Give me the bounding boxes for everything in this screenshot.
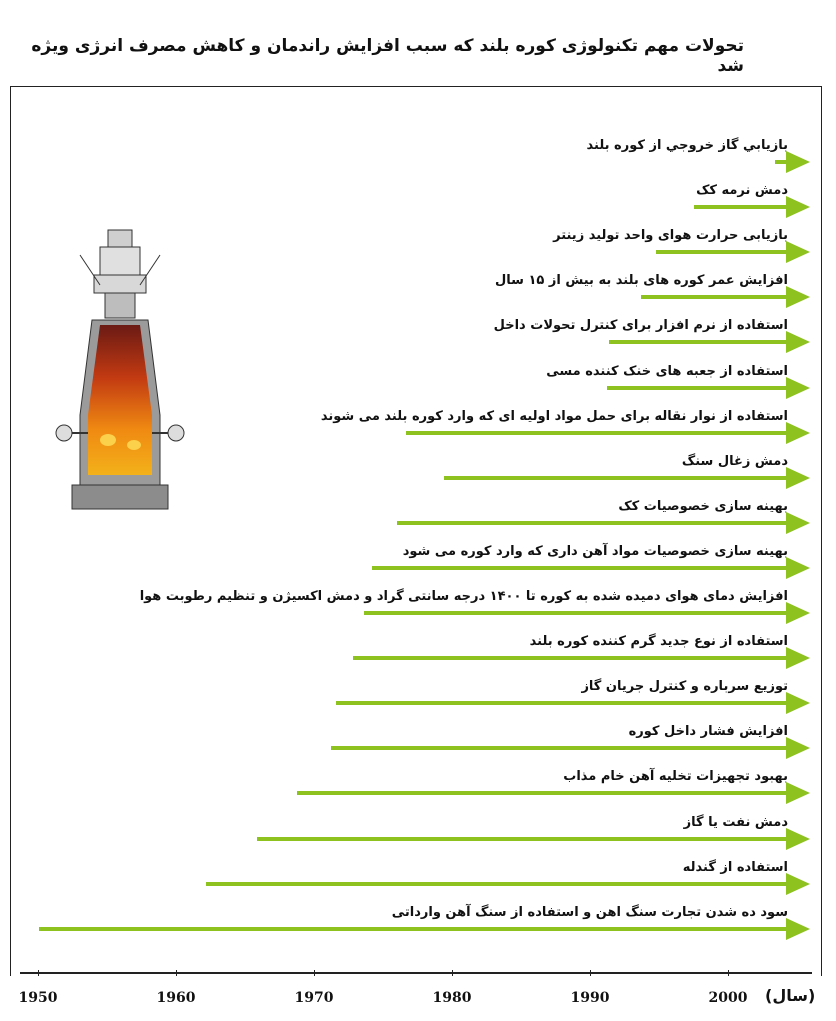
development-row xyxy=(0,499,836,539)
arrow-head-icon xyxy=(786,286,810,308)
development-row xyxy=(0,905,836,945)
development-arrow-line xyxy=(364,611,786,615)
development-label: افزایش فشار داخل کوره xyxy=(628,724,788,740)
arrow-head-icon xyxy=(786,241,810,263)
axis-year-label: 1970 xyxy=(294,990,334,1006)
axis-tick xyxy=(728,970,729,976)
development-label: استفاده از گندله xyxy=(682,859,788,875)
development-row xyxy=(0,724,836,764)
development-arrow-line xyxy=(39,927,786,931)
development-arrow-line xyxy=(206,882,786,886)
axis-unit-label: (سال) xyxy=(765,986,816,1005)
arrow-head-icon xyxy=(786,151,810,173)
arrow-head-icon xyxy=(786,602,810,624)
axis-year-label: 1960 xyxy=(156,990,196,1006)
development-row xyxy=(0,228,836,268)
development-arrow-line xyxy=(336,701,786,705)
development-arrow-line xyxy=(694,205,787,209)
development-label: بهینه سازی خصوصیات کک xyxy=(618,498,788,514)
arrow-head-icon xyxy=(786,737,810,759)
development-label: استفاده از نرم افزار برای کنترل تحولات داخل xyxy=(493,318,788,334)
arrow-head-icon xyxy=(786,377,810,399)
axis-year-label: 1990 xyxy=(570,990,610,1006)
development-label: استفاده از نوع جدید گرم کننده کوره بلند xyxy=(529,634,788,650)
development-row xyxy=(0,318,836,358)
development-label: دمش نفت یا گاز xyxy=(683,814,788,830)
development-arrow-line xyxy=(297,791,786,795)
arrow-head-icon xyxy=(786,918,810,940)
development-arrow-line xyxy=(353,656,786,660)
development-row xyxy=(0,364,836,404)
axis-tick xyxy=(38,970,39,976)
development-label: استفاده از نوار نقاله برای حمل مواد اولیه ای که وارد کوره بلند می شوند xyxy=(320,408,788,424)
development-row xyxy=(0,454,836,494)
development-arrow-line xyxy=(257,837,786,841)
development-row xyxy=(0,409,836,449)
development-label: استفاده از جعبه های خنک کننده مسی xyxy=(546,363,788,379)
axis-year-label: 1980 xyxy=(432,990,472,1006)
arrow-head-icon xyxy=(786,467,810,489)
arrow-head-icon xyxy=(786,196,810,218)
development-label: افزایش عمر کوره های بلند به بیش از ۱۵ سال xyxy=(495,273,788,289)
arrow-head-icon xyxy=(786,331,810,353)
development-row xyxy=(0,589,836,629)
development-label: دمش نرمه کک xyxy=(696,183,788,199)
development-label: افزایش دمای هوای دمیده شده به کوره تا ۱۴۰۰ درجه سانتی گراد و دمش اکسیژن و تنظیم رطوبت هوا xyxy=(139,589,788,604)
development-arrow-line xyxy=(656,250,786,254)
arrow-head-icon xyxy=(786,782,810,804)
development-row xyxy=(0,815,836,855)
development-row xyxy=(0,860,836,900)
arrow-head-icon xyxy=(786,422,810,444)
development-arrow-line xyxy=(406,431,786,435)
development-label: سود ده شدن تجارت سنگ اهن و استفاده از سنگ آهن وارداتی xyxy=(391,904,788,920)
arrow-head-icon xyxy=(786,873,810,895)
development-label: توزیع سرباره و کنترل جریان گاز xyxy=(581,679,788,695)
development-arrow-line xyxy=(607,386,786,390)
axis-tick xyxy=(176,970,177,976)
development-arrow-line xyxy=(775,160,786,164)
development-label: بهبود تجهیزات تخلیه آهن خام مذاب xyxy=(563,769,788,785)
development-label: بازیابی حرارت هوای واحد تولید زینتر xyxy=(553,228,788,244)
development-arrow-line xyxy=(397,521,786,525)
development-row xyxy=(0,679,836,719)
axis-year-label: 2000 xyxy=(708,990,748,1006)
development-row xyxy=(0,138,836,178)
axis-tick xyxy=(452,970,453,976)
development-label: بهینه سازی خصوصیات مواد آهن داری که وارد کوره می شود xyxy=(402,543,788,559)
development-arrow-line xyxy=(609,340,786,344)
development-arrow-line xyxy=(372,566,786,570)
development-row xyxy=(0,273,836,313)
development-row xyxy=(0,769,836,809)
diagram-title: تحولات مهم تکنولوژی کوره بلند که سبب افزایش راندمان و کاهش مصرف انرژی ویژه شد xyxy=(31,36,744,76)
development-arrow-line xyxy=(331,746,786,750)
time-axis xyxy=(20,972,812,974)
arrow-head-icon xyxy=(786,647,810,669)
arrow-head-icon xyxy=(786,828,810,850)
arrow-head-icon xyxy=(786,692,810,714)
development-row xyxy=(0,634,836,674)
development-row xyxy=(0,183,836,223)
development-arrow-line xyxy=(641,295,786,299)
development-label: دمش زغال سنگ xyxy=(681,453,788,469)
axis-tick xyxy=(314,970,315,976)
arrow-head-icon xyxy=(786,557,810,579)
development-row xyxy=(0,544,836,584)
axis-year-label: 1950 xyxy=(18,990,58,1006)
arrow-head-icon xyxy=(786,512,810,534)
development-label: بازيابي گاز خروجي از كوره بلند xyxy=(586,138,788,153)
axis-tick xyxy=(590,970,591,976)
development-arrow-line xyxy=(444,476,786,480)
